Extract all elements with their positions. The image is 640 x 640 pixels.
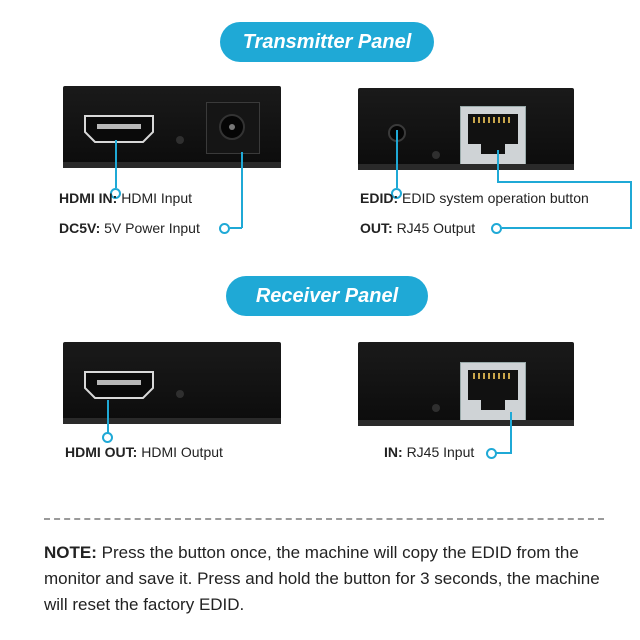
callout-dot	[219, 223, 230, 234]
in-label: IN: RJ45 Input	[384, 444, 475, 460]
callout-dot	[486, 448, 497, 459]
transmitter-rear-device	[358, 88, 574, 170]
hdmi-out-label: HDMI OUT: HDMI Output	[65, 444, 223, 460]
out-callout-line	[497, 181, 631, 183]
dc5v-callout-line	[241, 152, 243, 228]
out-callout-line	[497, 150, 499, 182]
hdmi-port-icon	[83, 114, 155, 144]
in-callout-line	[496, 452, 512, 454]
hdmi-in-label: HDMI IN: HDMI Input	[59, 190, 193, 206]
out-label: OUT: RJ45 Output	[360, 220, 476, 236]
dc5v-label: DC5V: 5V Power Input	[59, 220, 200, 236]
led-indicator	[176, 136, 184, 144]
rj45-port	[460, 106, 526, 166]
hdmi-port-icon	[83, 370, 155, 400]
edid-callout-line	[396, 130, 398, 188]
edid-label: EDID: EDID system operation button	[360, 190, 589, 206]
dc-power-jack	[206, 102, 260, 154]
hdmi-out-callout-line	[107, 400, 109, 434]
in-callout-line	[510, 412, 512, 453]
transmitter-panel-title: Transmitter Panel	[220, 22, 434, 62]
receiver-front-device	[63, 342, 281, 424]
out-callout-line	[502, 227, 631, 229]
led-indicator	[432, 151, 440, 159]
note-text: NOTE: Press the button once, the machine will copy the EDID from the monitor and save it. Press and hold the button for 3 seconds, the machine will reset the factory EDID.	[44, 543, 600, 614]
callout-dot	[491, 223, 502, 234]
hdmi-in-callout-line	[115, 140, 117, 188]
led-indicator	[176, 390, 184, 398]
transmitter-front-device	[63, 86, 281, 168]
led-indicator	[432, 404, 440, 412]
dc5v-callout-line	[230, 227, 242, 229]
out-callout-line	[630, 181, 632, 229]
receiver-panel-title: Receiver Panel	[226, 276, 428, 316]
rj45-port	[460, 362, 526, 422]
callout-dot	[102, 432, 113, 443]
receiver-rear-device	[358, 342, 574, 426]
dashed-divider	[44, 518, 604, 520]
